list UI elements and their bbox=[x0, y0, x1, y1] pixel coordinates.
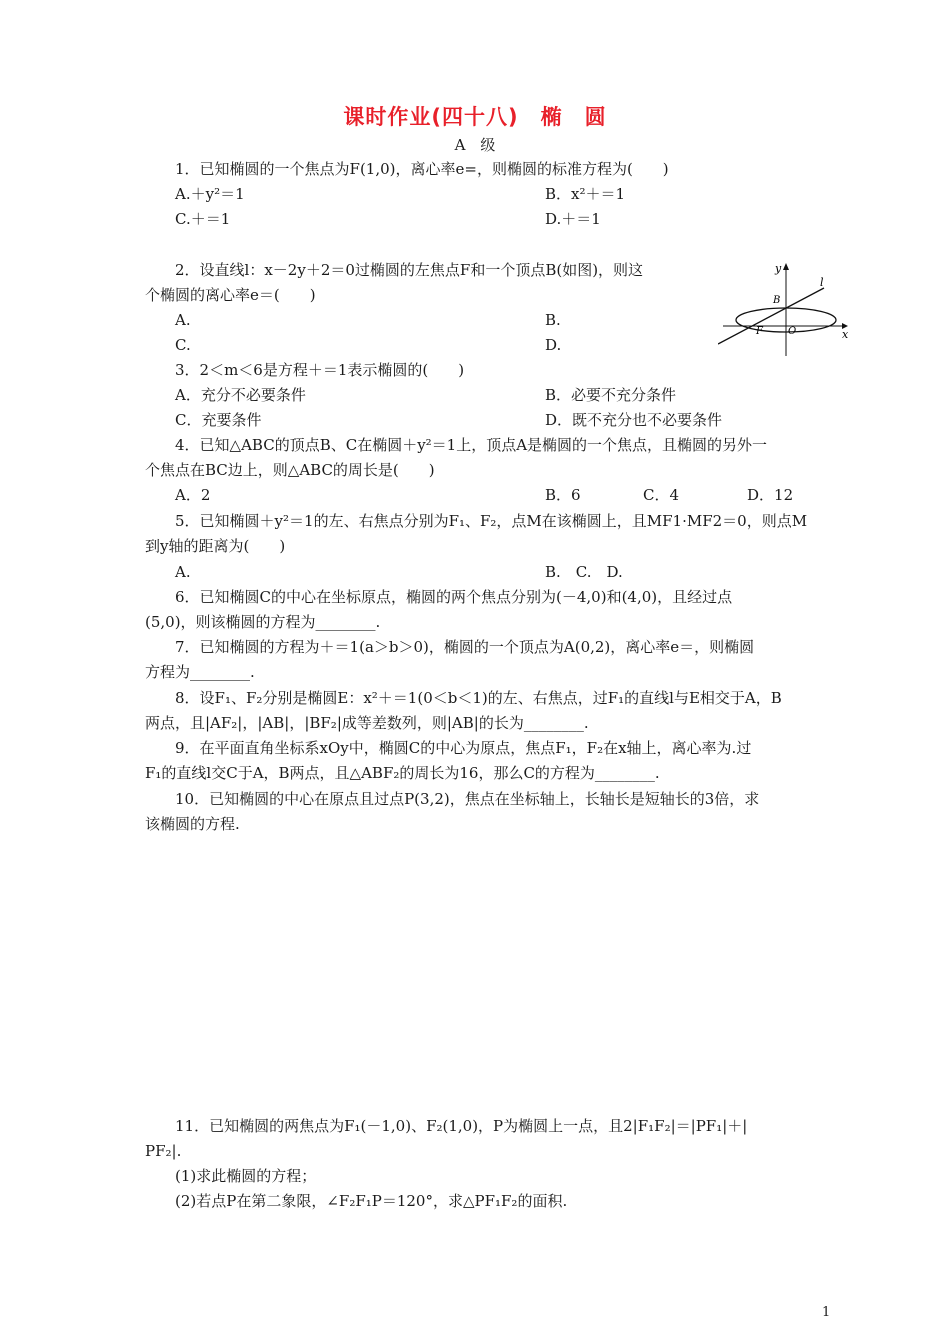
q10-line1: 10．已知椭圆的中心在原点且过点P(3,2)，焦点在坐标轴上，长轴长是短轴长的3倍，求 bbox=[175, 790, 760, 808]
q3-option-d: D．既不充分也不必要条件 bbox=[545, 411, 723, 429]
q1-option-d: D.＋＝1 bbox=[545, 210, 601, 228]
point-b-label: B bbox=[773, 295, 781, 306]
q5-line2: 到y轴的距离为( ) bbox=[145, 537, 286, 555]
q1-option-a: A.＋y²＝1 bbox=[175, 185, 245, 203]
q5-option-a: A. bbox=[175, 563, 191, 581]
q2-line2: 个椭圆的离心率e＝( ) bbox=[145, 286, 316, 304]
q2-option-c: C. bbox=[175, 336, 191, 354]
page-number: 1 bbox=[822, 1305, 831, 1320]
q9-line2: F₁的直线l交C于A，B两点，且△ABF₂的周长为16，那么C的方程为________. bbox=[145, 764, 660, 782]
section-level: A 级 bbox=[454, 136, 496, 154]
q11-sub2: (2)若点P在第二象限，∠F₂F₁P＝120°，求△PF₁F₂的面积. bbox=[175, 1192, 568, 1210]
q4-option-d: D．12 bbox=[747, 486, 794, 504]
q10-line2: 该椭圆的方程. bbox=[145, 815, 240, 833]
q11-sub1: (1)求此椭圆的方程； bbox=[175, 1167, 317, 1185]
q5-line1: 5．已知椭圆＋y²＝1的左、右焦点分别为F₁、F₂，点M在该椭圆上，且MF1·MF2＝0，则点M bbox=[175, 512, 808, 530]
q4-option-c: C．4 bbox=[643, 486, 680, 504]
x-axis-label: x bbox=[842, 328, 849, 341]
y-axis-label: y bbox=[775, 262, 782, 275]
q8-line2: 两点，且|AF₂|，|AB|，|BF₂|成等差数列，则|AB|的长为________. bbox=[145, 714, 589, 732]
q8-line1: 8．设F₁、F₂分别是椭圆E：x²＋＝1(0＜b＜1)的左、右焦点，过F₁的直线l与E相交于A，B bbox=[175, 689, 782, 707]
q1-stem: 1．已知椭圆的一个焦点为F(1,0)，离心率e=，则椭圆的标准方程为( ) bbox=[175, 160, 669, 178]
point-f-label: F bbox=[756, 326, 763, 337]
q3-option-b: B．必要不充分条件 bbox=[545, 386, 677, 404]
q3-option-a: A．充分不必要条件 bbox=[175, 386, 306, 404]
q3-option-c: C．充要条件 bbox=[175, 411, 262, 429]
q7-line1: 7．已知椭圆的方程为＋＝1(a＞b＞0)，椭圆的一个顶点为A(0,2)，离心率e＝，则椭圆 bbox=[175, 638, 755, 656]
q2-option-a: A. bbox=[175, 311, 191, 329]
page-title: 课时作业(四十八) 椭 圆 bbox=[343, 105, 607, 129]
q2-option-b: B. bbox=[545, 311, 561, 329]
ellipse-figure bbox=[718, 258, 858, 358]
q11-line2: PF₂|. bbox=[145, 1142, 182, 1160]
q9-line1: 9．在平面直角坐标系xOy中，椭圆C的中心为原点，焦点F₁，F₂在x轴上，离心率为.过 bbox=[175, 739, 752, 757]
q6-line1: 6．已知椭圆C的中心在坐标原点，椭圆的两个焦点分别为(－4,0)和(4,0)，且经过点 bbox=[175, 588, 733, 606]
q1-option-c: C.＋＝1 bbox=[175, 210, 231, 228]
q4-line1: 4．已知△ABC的顶点B、C在椭圆＋y²＝1上，顶点A是椭圆的一个焦点，且椭圆的另外一 bbox=[175, 436, 768, 454]
origin-label: O bbox=[788, 326, 797, 337]
q4-option-a: A．2 bbox=[175, 486, 211, 504]
q4-line2: 个焦点在BC边上，则△ABC的周长是( ) bbox=[145, 461, 435, 479]
q5-options-bcd: B. C. D. bbox=[545, 563, 623, 581]
q6-line2: (5,0)，则该椭圆的方程为________. bbox=[145, 613, 381, 631]
line-l bbox=[718, 288, 824, 344]
q11-line1: 11．已知椭圆的两焦点为F₁(－1,0)、F₂(1,0)，P为椭圆上一点，且2|F₁F₂|＝|PF₁|＋| bbox=[175, 1117, 748, 1135]
q3-stem: 3．2＜m＜6是方程＋＝1表示椭圆的( ) bbox=[175, 361, 465, 379]
q4-option-b: B．6 bbox=[545, 486, 581, 504]
q2-line1: 2．设直线l：x－2y＋2＝0过椭圆的左焦点F和一个顶点B(如图)，则这 bbox=[175, 261, 644, 279]
line-label: l bbox=[820, 276, 824, 289]
q2-option-d: D. bbox=[545, 336, 562, 354]
q7-line2: 方程为________. bbox=[145, 663, 255, 681]
q1-option-b: B．x²＋＝1 bbox=[545, 185, 626, 203]
